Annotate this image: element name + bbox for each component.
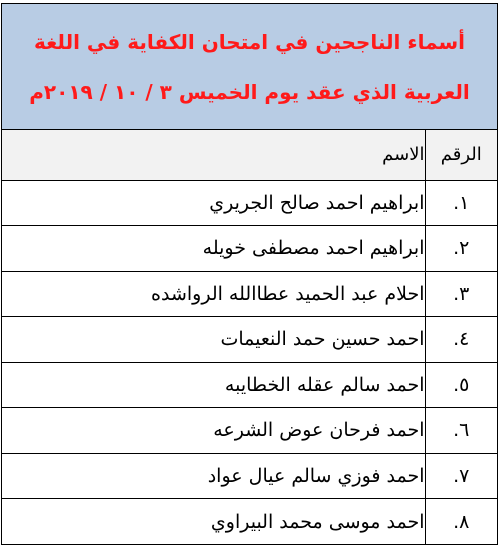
row-number: ٣.	[425, 271, 497, 317]
student-name: احلام عبد الحميد عطاالله الرواشده	[2, 271, 425, 317]
title-line-1: أسماء الناجحين في امتحان الكفاية في اللغة	[34, 29, 466, 54]
student-name: احمد موسى محمد البيراوي	[2, 499, 425, 545]
student-name: ابراهيم احمد مصطفى خويله	[2, 226, 425, 272]
table-row	[2, 453, 497, 499]
title-banner	[2, 4, 497, 130]
student-name: احمد سالم عقله الخطايبه	[2, 362, 425, 408]
row-number: ٨.	[425, 499, 497, 545]
table-row	[2, 499, 497, 545]
table-body	[2, 180, 497, 544]
row-number: ٥.	[425, 362, 497, 408]
table-row	[2, 271, 497, 317]
row-number: ٦.	[425, 408, 497, 454]
table-header-row	[2, 130, 497, 180]
student-name: احمد فرحان عوض الشرعه	[2, 408, 425, 454]
results-sheet	[1, 3, 498, 545]
table-row	[2, 317, 497, 363]
row-number: ٤.	[425, 317, 497, 363]
passed-students-table	[2, 130, 497, 544]
title-line-2: العربية الذي عقد يوم الخميس ٣ / ١٠ / ٢٠١٩م	[29, 79, 470, 104]
table-row	[2, 180, 497, 226]
row-number: ١.	[425, 180, 497, 226]
table-row	[2, 362, 497, 408]
row-number: ٧.	[425, 453, 497, 499]
student-name: ابراهيم احمد صالح الجريري	[2, 180, 425, 226]
column-header-name: الاسم	[2, 130, 425, 180]
table-row	[2, 408, 497, 454]
column-header-number: الرقم	[425, 130, 497, 180]
student-name: احمد فوزي سالم عيال عواد	[2, 453, 425, 499]
student-name: احمد حسين حمد النعيمات	[2, 317, 425, 363]
table-row	[2, 226, 497, 272]
row-number: ٢.	[425, 226, 497, 272]
